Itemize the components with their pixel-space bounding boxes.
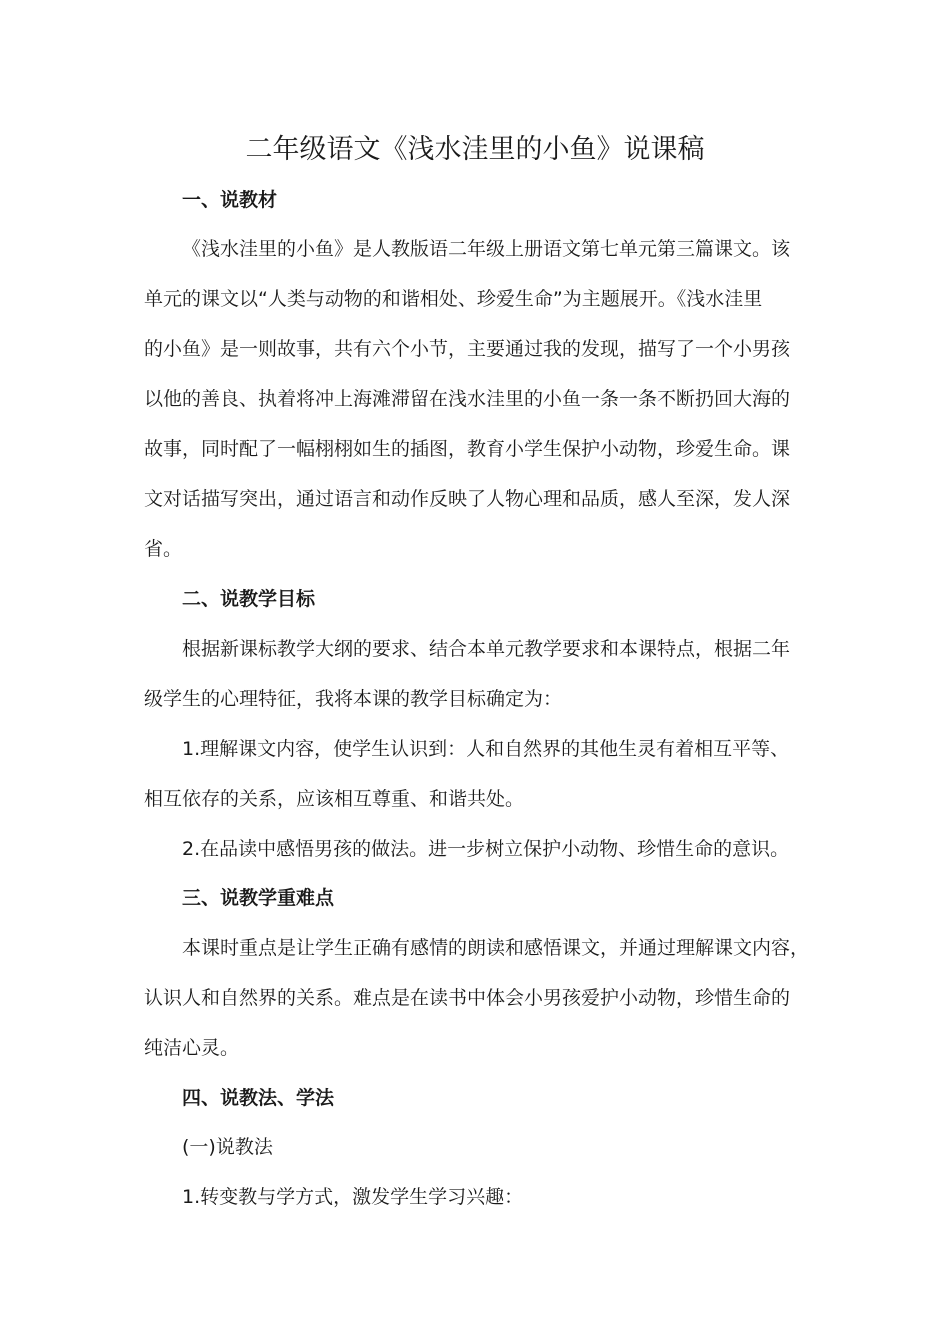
- paragraph-line: 单元的课文以“人类与动物的和谐相处、珍爱生命”为主题展开。《浅水洼里: [144, 288, 763, 310]
- section-heading-textbook: 一、说教材: [182, 189, 278, 211]
- section-heading-key-points: 三、说教学重难点: [182, 887, 335, 909]
- list-item: 2.在品读中感悟男孩的做法。进一步树立保护小动物、珍惜生命的意识。: [182, 838, 790, 860]
- paragraph-line: 以他的善良、执着将冲上海滩滞留在浅水洼里的小鱼一条一条不断扔回大海的: [144, 388, 791, 410]
- page-title: 二年级语文《浅水洼里的小鱼》说课稿: [245, 134, 705, 165]
- paragraph-line: 相互依存的关系，应该相互尊重、和谐共处。: [144, 788, 525, 810]
- list-item: 1.理解课文内容，使学生认识到：人和自然界的其他生灵有着相互平等、: [182, 738, 790, 760]
- paragraph-line: 《浅水洼里的小鱼》是人教版语二年级上册语文第七单元第三篇课文。该: [182, 238, 791, 260]
- subsection-heading: (一)说教法: [182, 1136, 273, 1158]
- list-item: 1.转变教与学方式，激发学生学习兴趣：: [182, 1186, 524, 1208]
- paragraph-line: 根据新课标教学大纲的要求、结合本单元教学要求和本课特点，根据二年: [182, 638, 791, 660]
- section-heading-methods: 四、说教法、学法: [182, 1087, 335, 1109]
- paragraph-line: 认识人和自然界的关系。难点是在读书中体会小男孩爱护小动物，珍惜生命的: [144, 987, 791, 1009]
- paragraph-line: 文对话描写突出，通过语言和动作反映了人物心理和品质，感人至深，发人深: [144, 488, 791, 510]
- paragraph-line: 省。: [144, 538, 183, 560]
- paragraph-line: 纯洁心灵。: [144, 1037, 240, 1059]
- section-heading-objectives: 二、说教学目标: [182, 588, 316, 610]
- paragraph-line: 本课时重点是让学生正确有感情的朗读和感悟课文，并通过理解课文内容，: [182, 937, 810, 959]
- paragraph-line: 级学生的心理特征，我将本课的教学目标确定为：: [144, 688, 563, 710]
- paragraph-line: 故事，同时配了一幅栩栩如生的插图，教育小学生保护小动物，珍爱生命。课: [144, 438, 791, 460]
- paragraph-line: 的小鱼》是一则故事，共有六个小节，主要通过我的发现，描写了一个小男孩: [144, 338, 791, 360]
